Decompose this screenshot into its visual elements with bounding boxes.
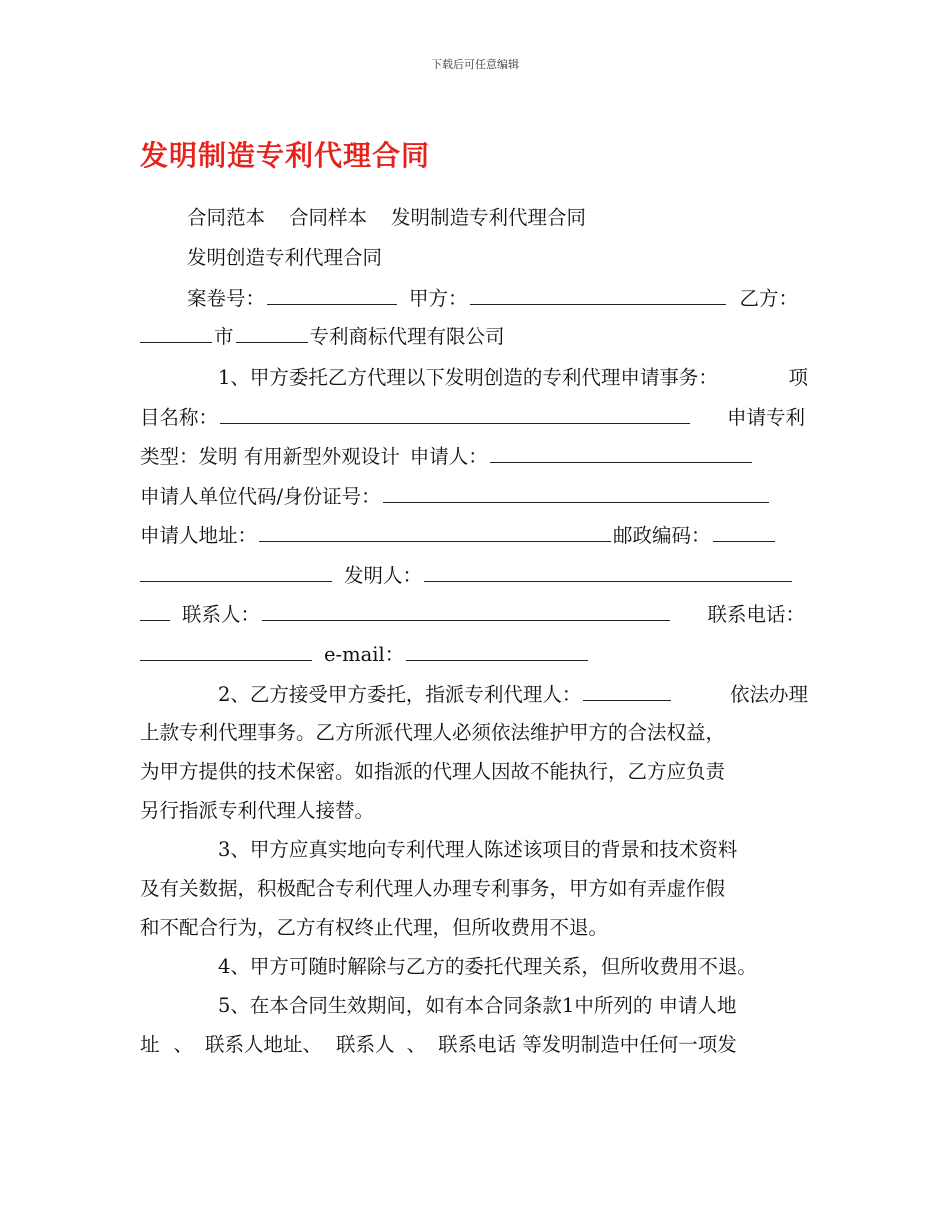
- party-a-blank[interactable]: [470, 286, 726, 305]
- clause-5-line-2: [140, 1033, 805, 1057]
- contact-label: 联系人：: [182, 603, 261, 626]
- clause-5-text-2e: 、: [406, 1033, 427, 1056]
- parties-line: [187, 286, 807, 311]
- inventor-line: [140, 563, 805, 588]
- city-blank[interactable]: [140, 324, 212, 343]
- city-suffix: 市: [214, 325, 234, 348]
- project-name-line: [140, 405, 805, 430]
- postcode-blank[interactable]: [713, 523, 775, 542]
- contact-line: [140, 602, 805, 627]
- category-2: 合同样本: [289, 206, 368, 229]
- apply-type-label-1: 申请专利: [726, 406, 805, 429]
- header-note: 下载后可任意编辑: [431, 58, 519, 71]
- inventor-blank[interactable]: [424, 563, 792, 582]
- clause-2-line-4: 另行指派专利代理人接替。: [140, 799, 375, 822]
- email-label: e-mail：: [324, 643, 405, 666]
- clause-5-text-2b: 、: [173, 1033, 194, 1056]
- clause-5-line-1: 5、在本合同生效期间，如有本合同条款1中所列的 申请人地: [218, 994, 737, 1017]
- company-blank[interactable]: [236, 324, 308, 343]
- clause-1-item-word: 项: [788, 366, 808, 389]
- category-1: 合同范本: [187, 206, 266, 229]
- applicant-id-blank[interactable]: [383, 484, 769, 503]
- clause-2-line-1: [218, 682, 808, 707]
- apply-type-line: [140, 444, 805, 469]
- clause-1-intro-line: [218, 366, 808, 390]
- postcode-label: 邮政编码：: [613, 524, 711, 547]
- inventor-blank-cont[interactable]: [140, 602, 170, 621]
- applicant-label: 申请人：: [409, 445, 488, 468]
- applicant-id-line: [140, 484, 805, 509]
- clause-5-text-2a: 址: [140, 1033, 160, 1056]
- category-line: [187, 206, 807, 230]
- category-3: 发明制造专利代理合同: [391, 206, 587, 229]
- party-b-label: 乙方：: [739, 287, 799, 310]
- case-number-label: 案卷号：: [187, 287, 266, 310]
- clause-3-line-3: 和不配合行为，乙方有权终止代理，但所收费用不退。: [140, 916, 609, 939]
- applicant-blank[interactable]: [490, 444, 752, 463]
- applicant-id-label: 申请人单位代码/身份证号：: [140, 485, 381, 508]
- clause-5-text-2f: 联系电话 等发明制造中任何一项发: [438, 1033, 737, 1056]
- project-name-label: 目名称：: [140, 406, 219, 429]
- clause-2-text-1b: 依法办理: [729, 683, 808, 706]
- apply-type-label-2: 类型：发明 有用新型外观设计: [140, 445, 400, 468]
- subtitle: 发明创造专利代理合同: [187, 246, 383, 269]
- email-line: [140, 642, 805, 667]
- clause-5-text-2c: 联系人地址、: [205, 1033, 323, 1056]
- postcode-blank-cont[interactable]: [140, 563, 332, 582]
- contact-blank[interactable]: [262, 602, 670, 621]
- clause-2-line-2: 上款专利代理事务。乙方所派代理人必须依法维护甲方的合法权益，: [140, 721, 726, 744]
- phone-blank[interactable]: [140, 642, 312, 661]
- party-a-label: 甲方：: [409, 287, 468, 310]
- case-number-blank[interactable]: [267, 286, 397, 305]
- applicant-address-blank[interactable]: [259, 523, 611, 542]
- inventor-label: 发明人：: [344, 564, 423, 587]
- party-b-line: [140, 324, 805, 349]
- email-blank[interactable]: [406, 642, 588, 661]
- agent-name-blank[interactable]: [583, 682, 671, 701]
- clause-3-line-2: 及有关数据，积极配合专利代理人办理专利事务，甲方如有弄虚作假: [140, 877, 726, 900]
- clause-5-text-2d: 联系人: [336, 1033, 395, 1056]
- applicant-address-label: 申请人地址：: [140, 524, 258, 547]
- phone-label: 联系电话：: [707, 603, 805, 626]
- applicant-address-line: [140, 523, 805, 548]
- clause-1-intro: 1、甲方委托乙方代理以下发明创造的专利代理申请事务：: [218, 366, 718, 389]
- clause-4-line-1: 4、甲方可随时解除与乙方的委托代理关系，但所收费用不退。: [218, 955, 757, 978]
- project-name-blank[interactable]: [220, 405, 690, 424]
- clause-2-text-1a: 2、乙方接受甲方委托，指派专利代理人：: [218, 683, 582, 706]
- company-suffix: 专利商标代理有限公司: [309, 325, 505, 348]
- clause-3-line-1: 3、甲方应真实地向专利代理人陈述该项目的背景和技术资料: [218, 838, 738, 861]
- document-title: 发明制造专利代理合同: [140, 139, 431, 172]
- clause-2-line-3: 为甲方提供的技术保密。如指派的代理人因故不能执行，乙方应负责: [140, 760, 726, 783]
